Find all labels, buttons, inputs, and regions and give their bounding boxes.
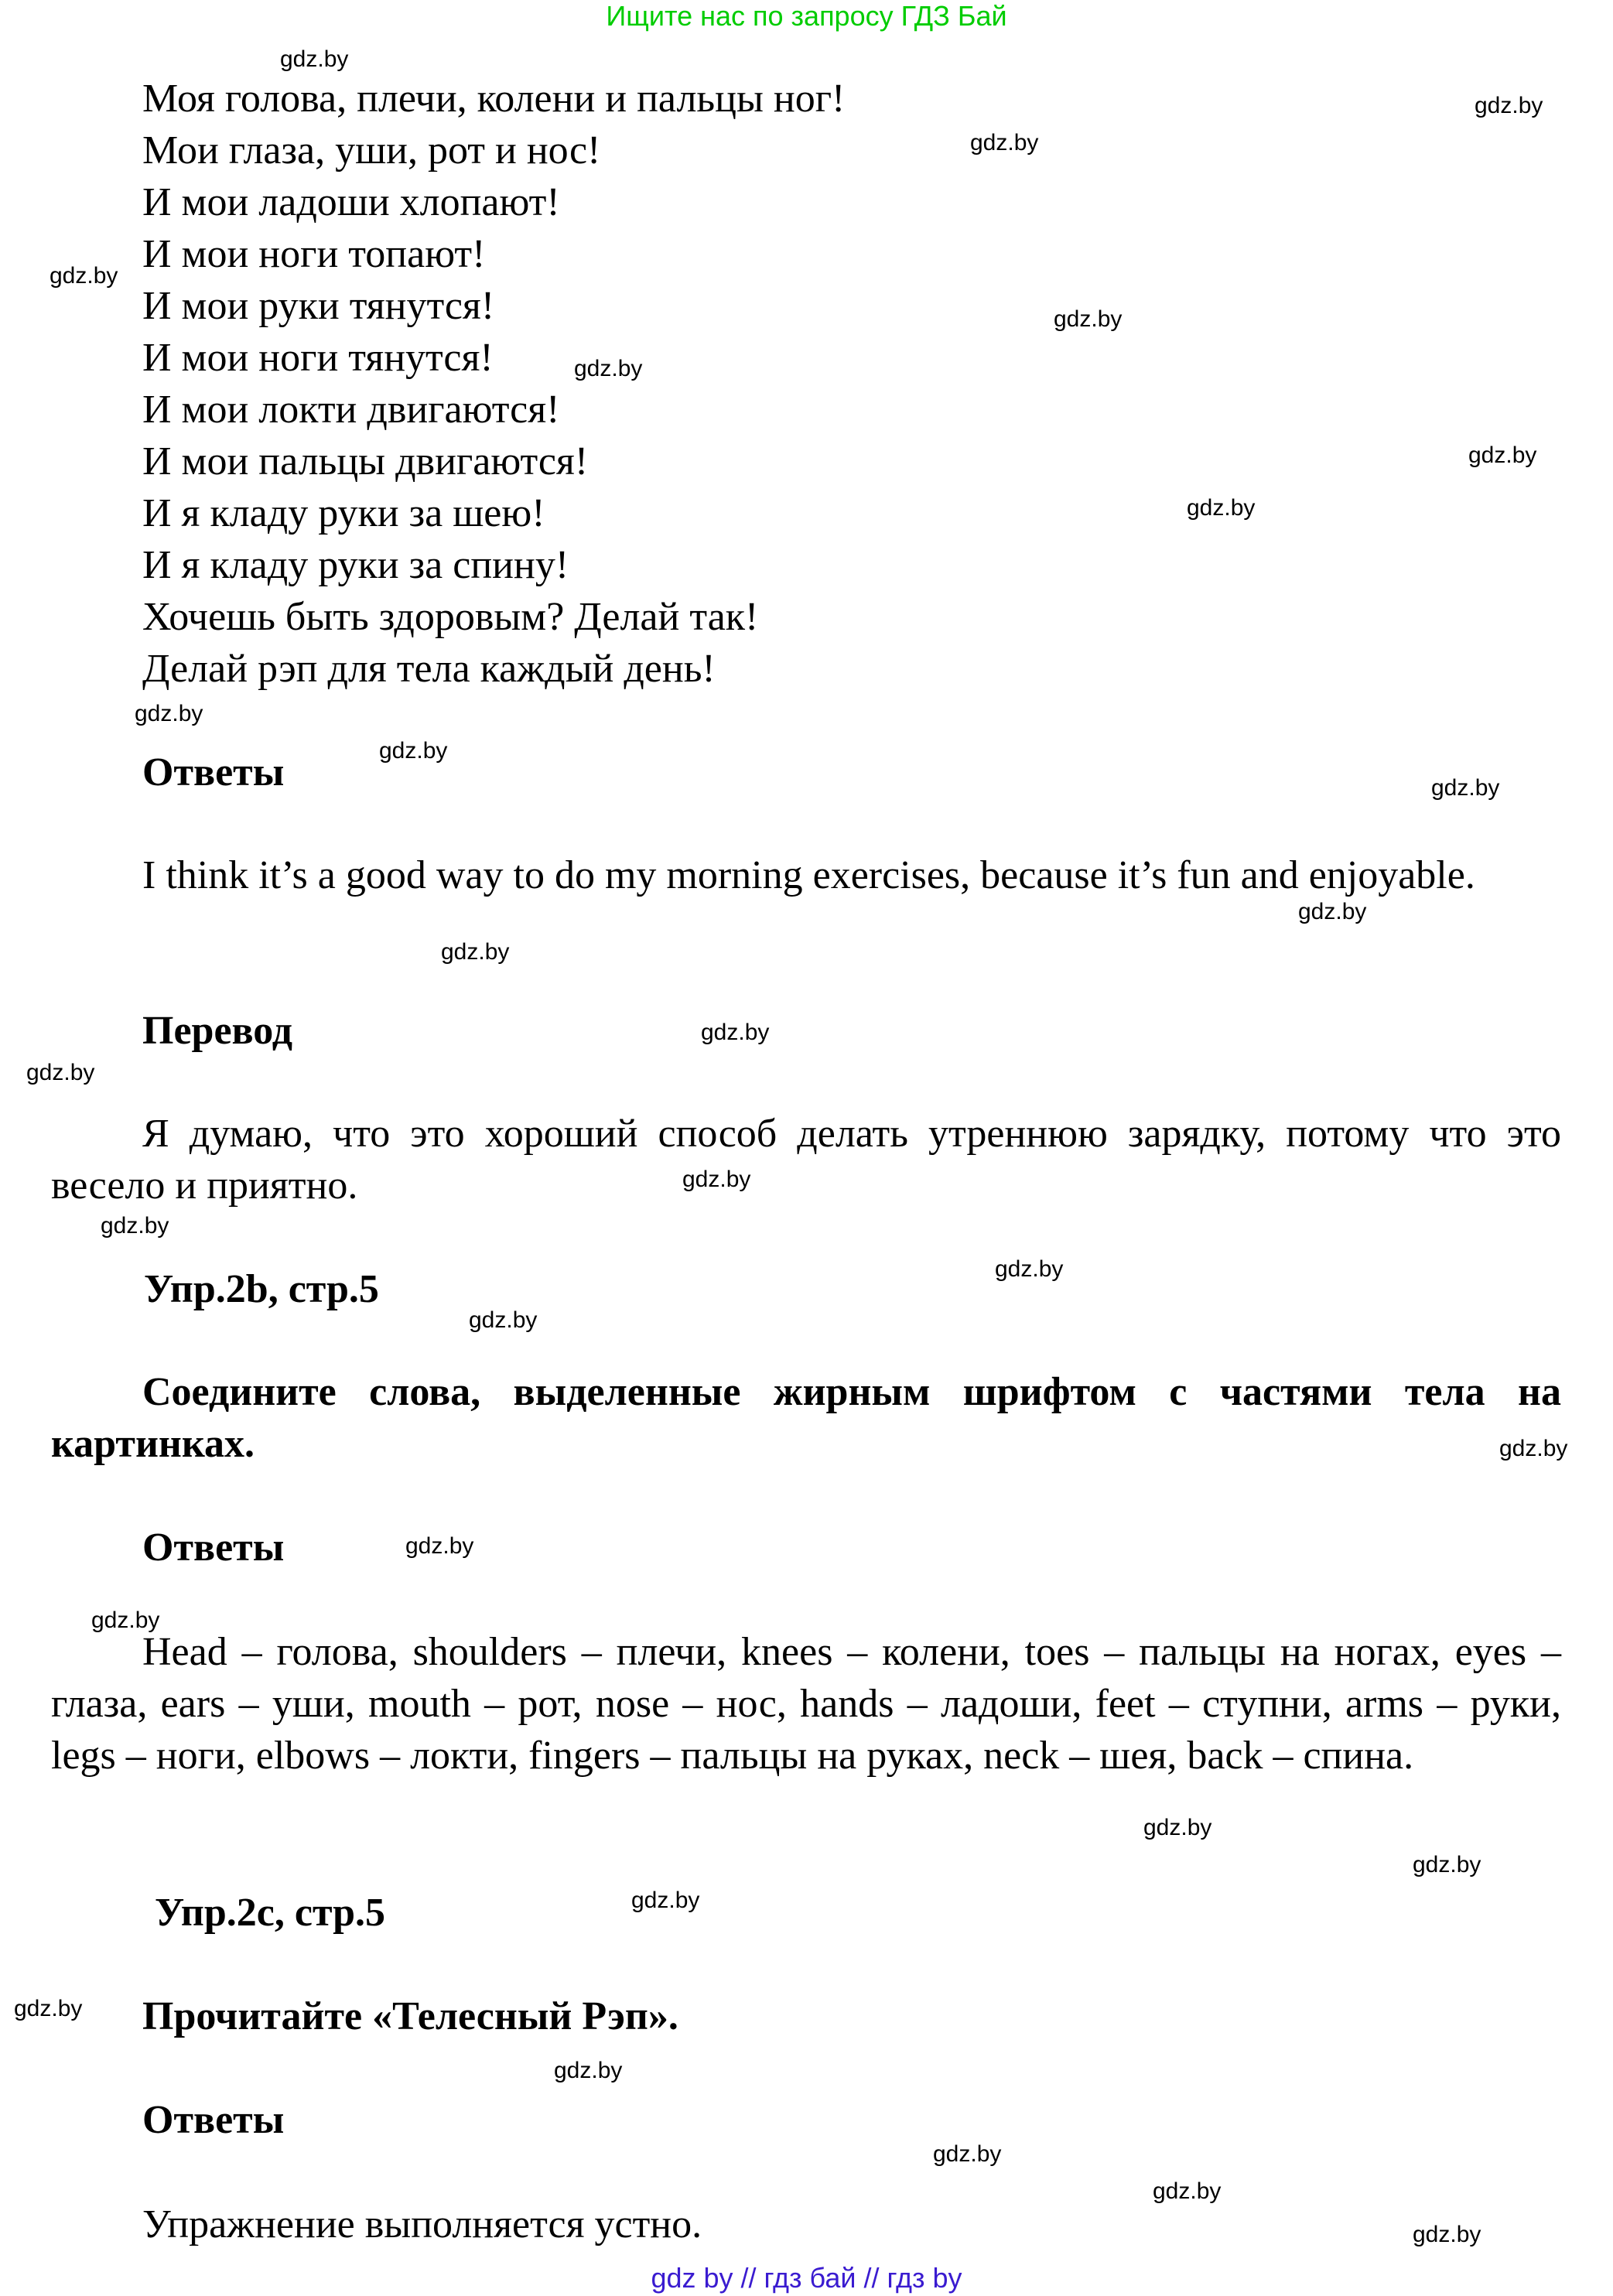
- exercise-2c-task: Прочитайте «Телесный Рэп».: [142, 1994, 678, 2038]
- watermark: gdz.by: [1413, 2222, 1481, 2247]
- exercise-2b-answers: Head – голова, shoulders – плечи, knees – колени, toes – пальцы на ногах, eyes – глаза, ears – уши, mouth – рот, nose – нос, hands – ладоши, feet – ступни, arms – руки, legs – ноги, elbows – локти, fingers – пальцы на руках, neck – шея, back – спина.: [51, 1630, 1561, 1778]
- watermark: gdz.by: [1187, 495, 1256, 521]
- watermark: gdz.by: [995, 1256, 1064, 1282]
- exercise-2b-answers-heading: Ответы: [142, 1526, 285, 1570]
- exercise-2c-answers: Упражнение выполняется устно.: [142, 2202, 702, 2246]
- answer-paragraph: I think it’s a good way to do my morning exercises, because it’s fun and enjoyable.: [142, 853, 1475, 897]
- watermark: gdz.by: [631, 1888, 700, 1913]
- watermark: gdz.by: [1413, 1852, 1481, 1877]
- watermark: gdz.by: [1499, 1436, 1568, 1461]
- watermark: gdz.by: [91, 1608, 160, 1633]
- watermark: gdz.by: [469, 1307, 538, 1333]
- footer-links: gdz by // гдз бай // гдз by: [651, 2262, 962, 2294]
- poem-line: И мои пальцы двигаются!: [142, 439, 589, 483]
- top-banner: Ищите нас по запросу ГДЗ Бай: [606, 0, 1007, 32]
- watermark: gdz.by: [574, 356, 643, 381]
- watermark: gdz.by: [1431, 775, 1500, 801]
- exercise-2c-answers-heading: Ответы: [142, 2098, 285, 2142]
- watermark: gdz.by: [280, 46, 349, 72]
- poem-line: И мои ладоши хлопают!: [142, 180, 560, 224]
- poem-line: И мои руки тянутся!: [142, 284, 495, 328]
- answers-heading: Ответы: [142, 750, 285, 794]
- watermark: gdz.by: [970, 130, 1039, 155]
- watermark: gdz.by: [441, 939, 510, 965]
- poem-line: И я кладу руки за спину!: [142, 543, 569, 587]
- exercise-2b-task: Соедините слова, выделенные жирным шрифтом с частями тела на картинках.: [51, 1370, 1561, 1466]
- watermark: gdz.by: [379, 738, 448, 764]
- poem-line: Хочешь быть здоровым? Делай так!: [142, 595, 759, 639]
- poem-line: Делай рэп для тела каждый день!: [142, 647, 716, 691]
- poem-line: И мои локти двигаются!: [142, 388, 560, 432]
- translation-heading: Перевод: [142, 1009, 293, 1053]
- exercise-2b-heading: Упр.2b, стр.5: [144, 1267, 379, 1311]
- watermark: gdz.by: [1153, 2178, 1222, 2204]
- poem-line: И мои ноги топают!: [142, 232, 486, 276]
- watermark: gdz.by: [554, 2058, 623, 2083]
- poem-line: Мои глаза, уши, рот и нос!: [142, 128, 601, 173]
- watermark: gdz.by: [101, 1213, 169, 1239]
- watermark: gdz.by: [1298, 899, 1367, 924]
- watermark: gdz.by: [1143, 1815, 1212, 1840]
- exercise-2c-heading: Упр.2c, стр.5: [155, 1891, 386, 1935]
- watermark: gdz.by: [50, 263, 118, 289]
- poem-line: И я кладу руки за шею!: [142, 491, 545, 535]
- watermark: gdz.by: [1054, 306, 1123, 332]
- watermark: gdz.by: [1468, 442, 1537, 468]
- poem-line: Моя голова, плечи, колени и пальцы ног!: [142, 77, 846, 121]
- poem-line: И мои ноги тянутся!: [142, 336, 494, 380]
- watermark: gdz.by: [135, 701, 203, 726]
- watermark: gdz.by: [933, 2141, 1002, 2167]
- watermark: gdz.by: [701, 1020, 770, 1045]
- watermark: gdz.by: [26, 1060, 95, 1085]
- watermark: gdz.by: [405, 1533, 474, 1559]
- translation-paragraph: Я думаю, что это хороший способ делать утреннюю зарядку, потому что это весело и приятно.: [51, 1112, 1561, 1208]
- watermark: gdz.by: [14, 1996, 83, 2021]
- watermark: gdz.by: [1475, 93, 1543, 118]
- watermark: gdz.by: [682, 1167, 751, 1192]
- poem: [142, 73, 845, 695]
